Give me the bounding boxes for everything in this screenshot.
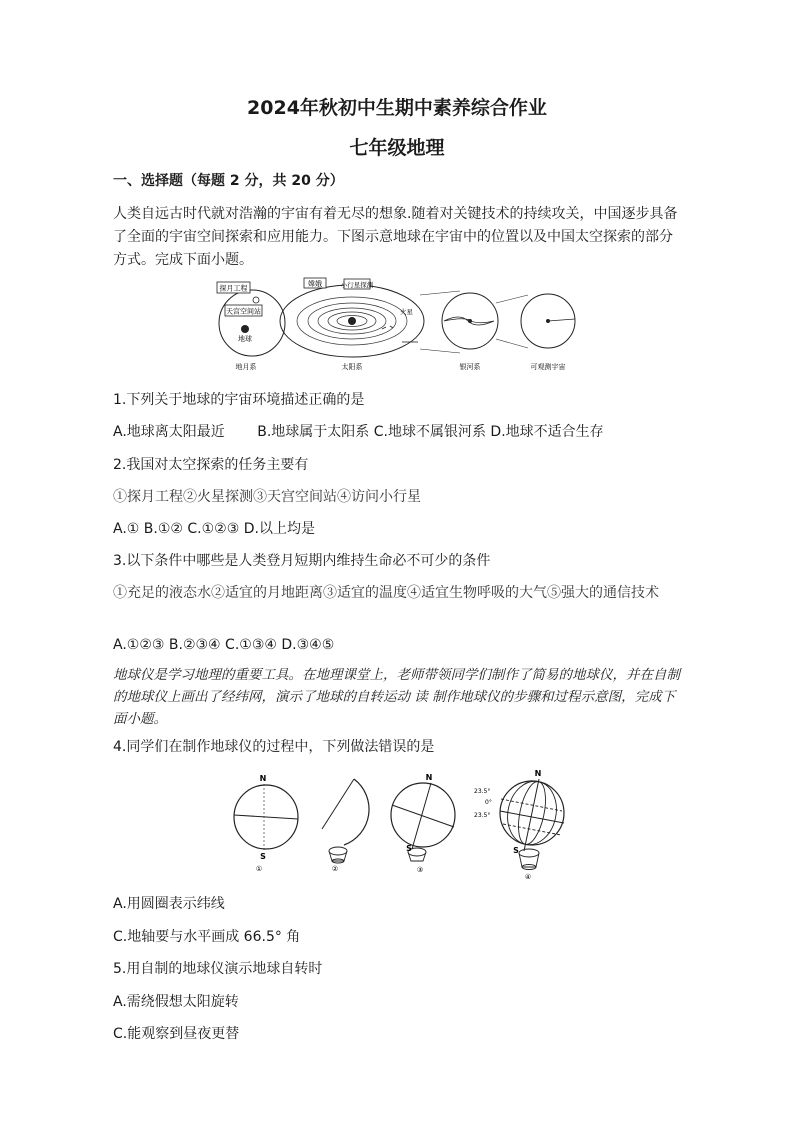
lat-label-north: 23.5° — [474, 788, 491, 795]
step3-north: N — [425, 773, 433, 782]
step-2-globe — [322, 779, 369, 873]
question-2-options: A.① B.①② C.①②③ D.以上均是 — [113, 521, 315, 537]
question-3-stem: 3.以下条件中哪些是人类登月短期内维持生命必不可少的条件 — [113, 553, 491, 569]
question-3-options: A.①②③ B.②③④ C.①③④ D.③④⑤ — [113, 637, 335, 653]
intro-paragraph-1: 人类自远古时代就对浩瀚的宇宙有着无尽的想象.随着对关键技术的持续攻关，中国逐步具备了全面的宇宙空间探索和应用能力。下图示意地球在宇宙中的位置以及中国太空探索的部分方式。完成下面小题。 — [113, 206, 678, 268]
caption-earth-moon: 地月系 — [235, 363, 257, 371]
section-heading: 一、选择题（每题 2 分，共 20 分） — [113, 173, 344, 189]
step4-south: S — [513, 846, 519, 855]
step-3-globe — [391, 773, 455, 874]
observable-universe — [496, 294, 575, 348]
caption-solar-system: 太阳系 — [341, 363, 363, 371]
globe-steps-diagram — [226, 767, 566, 882]
step4-north: N — [534, 769, 542, 778]
label-tiangong: 天宫空间站 — [226, 307, 261, 316]
step1-south: S — [260, 852, 266, 861]
label-earth: 地球 — [238, 335, 252, 343]
question-1-stem: 1.下列关于地球的宇宙环境描述正确的是 — [113, 392, 365, 408]
page-title: 2024年秋初中生期中素养综合作业 — [247, 97, 547, 119]
question-5-option-c: C.能观察到昼夜更替 — [113, 1026, 240, 1042]
lat-label-equator: 0° — [485, 799, 492, 806]
step3-number: ③ — [416, 866, 424, 874]
step1-north: N — [259, 774, 267, 783]
step-4-globe — [474, 769, 564, 881]
question-2-items: ①探月工程②火星探测③天宫空间站④访问小行星 — [113, 489, 421, 505]
intro-paragraph-2: 地球仪是学习地理的重要工具。在地理课堂上，老师带领同学们制作了简易的地球仪，并在自制的地球仪上画出了经纬网，演示了地球的自转运动 读 制作地球仪的步骤和过程示意图，完成下面小题。 — [113, 667, 680, 727]
label-mars: 火星 — [400, 308, 413, 316]
question-4-stem: 4.同学们在制作地球仪的过程中，下列做法错误的是 — [113, 739, 435, 755]
solar-system — [280, 278, 424, 357]
label-asteroid: 小行星探测 — [340, 281, 374, 289]
question-4-option-c: C.地轴要与水平画成 66.5° 角 — [113, 929, 301, 945]
step3-south: S — [406, 844, 412, 853]
caption-milky-way: 银河系 — [459, 363, 481, 371]
universe-diagram — [212, 273, 582, 373]
question-5-option-a: A.需绕假想太阳旋转 — [113, 994, 239, 1010]
step4-number: ④ — [524, 873, 532, 881]
page-subtitle: 七年级地理 — [349, 137, 445, 159]
label-chang-e: 探月工程 — [219, 284, 248, 293]
label-chang-e-stage: 嫦娥 — [308, 280, 322, 288]
question-1-options: A.地球离太阳最近 B.地球属于太阳系 C.地球不属银河系 D.地球不适合生存 — [113, 424, 604, 440]
question-3-items: ①充足的液态水②适宜的月地距离③适宜的温度④适宜生物呼吸的大气⑤强大的通信技术 — [113, 585, 659, 601]
step1-number: ① — [255, 865, 263, 873]
question-4-option-a: A.用圆圈表示纬线 — [113, 896, 225, 912]
lat-label-south: 23.5° — [474, 812, 491, 819]
caption-universe: 可观测宇宙 — [530, 363, 566, 371]
step-1-globe — [234, 774, 298, 873]
question-5-stem: 5.用自制的地球仪演示地球自转时 — [113, 961, 323, 977]
step2-number: ② — [331, 865, 339, 873]
earth-moon-system — [217, 282, 285, 356]
milky-way — [420, 291, 498, 353]
question-2-stem: 2.我国对太空探索的任务主要有 — [113, 457, 309, 473]
